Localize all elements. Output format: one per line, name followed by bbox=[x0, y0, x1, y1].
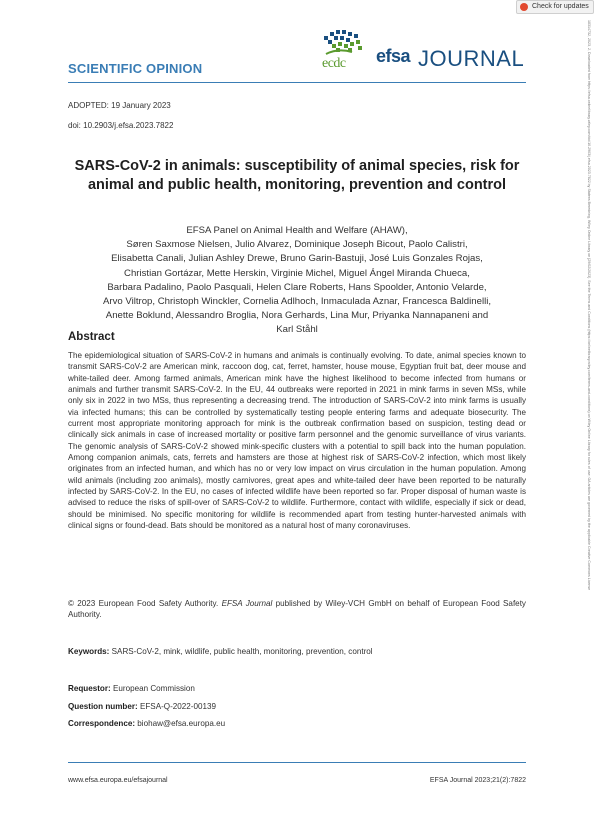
download-side-note: 18314732, 2023, 2, Downloaded from https://efsa.onlinelibrary.wiley.com/doi/10.2903/j.efsa.2023.7822 by Statens Beredning, Wiley Online Library on [29/02/2023]. See the Terms and Conditions (https://onlinelibrary.wiley.com/terms-and-conditions) on Wiley Online Library for rules of use; OA articles are governed by the applicable Creative Commons License bbox=[587, 20, 591, 591]
author-line: EFSA Panel on Animal Health and Welfare (AHAW), bbox=[186, 225, 408, 236]
section-label: SCIENTIFIC OPINION bbox=[68, 61, 203, 76]
correspondence-field bbox=[68, 719, 225, 728]
author-line: Elisabetta Canali, Julian Ashley Drewe, Bruno Garin-Bastuji, José Luis Gonzales Rojas, bbox=[111, 253, 483, 265]
requestor-value: European Commission bbox=[112, 684, 195, 693]
footer-citation: EFSA Journal 2023;21(2):7822 bbox=[429, 777, 526, 784]
requestor-field bbox=[68, 684, 195, 693]
footer-website-link[interactable]: www.efsa.europa.eu/efsajournal bbox=[68, 777, 168, 784]
copyright-notice bbox=[68, 598, 526, 621]
ecdc-wordmark: ecdc bbox=[322, 56, 346, 71]
efsa-wordmark: efsa bbox=[376, 46, 411, 66]
correspondence-label: Correspondence: bbox=[68, 719, 136, 728]
question-number-value: EFSA-Q-2022-00139 bbox=[139, 702, 216, 711]
copyright-text-end: published by Wiley-VCH GmbH on behalf of European Food Safety Authority. bbox=[68, 599, 526, 620]
keywords-value: SARS-CoV-2, mink, wildlife, public health, monitoring, prevention, control bbox=[111, 647, 373, 656]
abstract-heading: Abstract bbox=[68, 331, 115, 343]
keywords-field bbox=[68, 647, 373, 656]
journal-wordmark: JOURNAL bbox=[418, 46, 525, 71]
author-line: Anette Boklund, Alessandro Broglia, Nora Gerhards, Lina Mur, Priyanka Nannapaneni and bbox=[105, 310, 489, 322]
check-updates-label: Check for updates bbox=[532, 3, 589, 10]
journal-logos bbox=[318, 26, 528, 76]
author-line: Søren Saxmose Nielsen, Julio Alvarez, Dominique Joseph Bicout, Paolo Calistri, bbox=[126, 239, 468, 251]
author-list bbox=[68, 224, 526, 338]
requestor-label: Requestor: bbox=[68, 684, 111, 693]
author-line: Barbara Padalino, Paolo Pasquali, Helen Clare Roberts, Hans Spoolder, Antonio Velarde, bbox=[107, 281, 487, 293]
abstract-text: The epidemiological situation of SARS-CoV-2 in humans and animals is continually evolving. To date, animal species known to transmit SARS-CoV-2 are American mink, raccoon dog, cat, ferret, hamster, house mouse, Egyptian fruit bat, deer mouse and white-tailed deer. Among farmed animals, American mink have the highest likelihood to become infected from humans or animals and further transmit SARS-CoV-2. In the EU, 44 outbreaks were reported in 2021 in mink farms in seven MSs, while only six in 2022 in two MSs, thus representing a decreasing trend. The introduction of SARS-CoV-2 into mink farms is usually via infected humans; this can be controlled by systematically testing people entering farms and adequate biosecurity. The current most appropriate monitoring approach for mink is the outbreak confirmation based on suspicion, testing dead or clinically sick animals in case of increased mortality or positive farm personnel and the genomic surveillance of virus variants. The genomic analysis of SARS-CoV-2 showed mink-specific clusters with a potential to spill back into the human population. Among companion animals, cats, ferrets and hamsters are those at highest risk of SARS-CoV-2 infection, which most likely originates from an infected human, and which has no or very low impact on virus circulation in the human population. Among wild animals (including zoo animals), mostly carnivores, great apes and white-tailed deer have been reported to be naturally infected by SARS-CoV-2. In the EU, no cases of infected wildlife have been reported so far. Proper disposal of human waste is advised to reduce the risks of spill-over of SARS-CoV-2 to wildlife. Furthermore, contact with wildlife, especially if sick or dead, should be minimised. No specific monitoring for wildlife is recommended apart from testing hunter-harvested animals with clinical signs or found-dead. Bats should be monitored as a natural host of many coronaviruses. bbox=[68, 351, 526, 531]
header-divider bbox=[68, 82, 526, 83]
doi-text: doi: 10.2903/j.efsa.2023.7822 bbox=[68, 121, 174, 130]
author-line: Karl Ståhl bbox=[276, 324, 318, 336]
crossmark-icon bbox=[520, 3, 528, 11]
journal-name: EFSA Journal bbox=[221, 599, 273, 608]
author-line: Christian Gortázar, Mette Herskin, Virginie Michel, Miguel Ángel Miranda Chueca, bbox=[124, 267, 470, 279]
question-number-label: Question number: bbox=[68, 702, 138, 711]
footer-divider bbox=[68, 762, 526, 763]
keywords-label: Keywords: bbox=[68, 647, 110, 656]
correspondence-email[interactable]: biohaw@efsa.europa.eu bbox=[137, 719, 226, 728]
question-number-field bbox=[68, 702, 216, 711]
adopted-date: ADOPTED: 19 January 2023 bbox=[68, 101, 171, 110]
check-for-updates-button[interactable] bbox=[516, 0, 594, 14]
author-line: Arvo Viltrop, Christoph Winckler, Cornelia Adlhoch, Inmaculada Aznar, Francesca Baldinelli, bbox=[102, 296, 492, 308]
article-title: SARS-CoV-2 in animals: susceptibility of animal species, risk for animal and public health, monitoring, prevention and control bbox=[74, 158, 520, 193]
copyright-text: © 2023 European Food Safety Authority. bbox=[68, 599, 222, 608]
